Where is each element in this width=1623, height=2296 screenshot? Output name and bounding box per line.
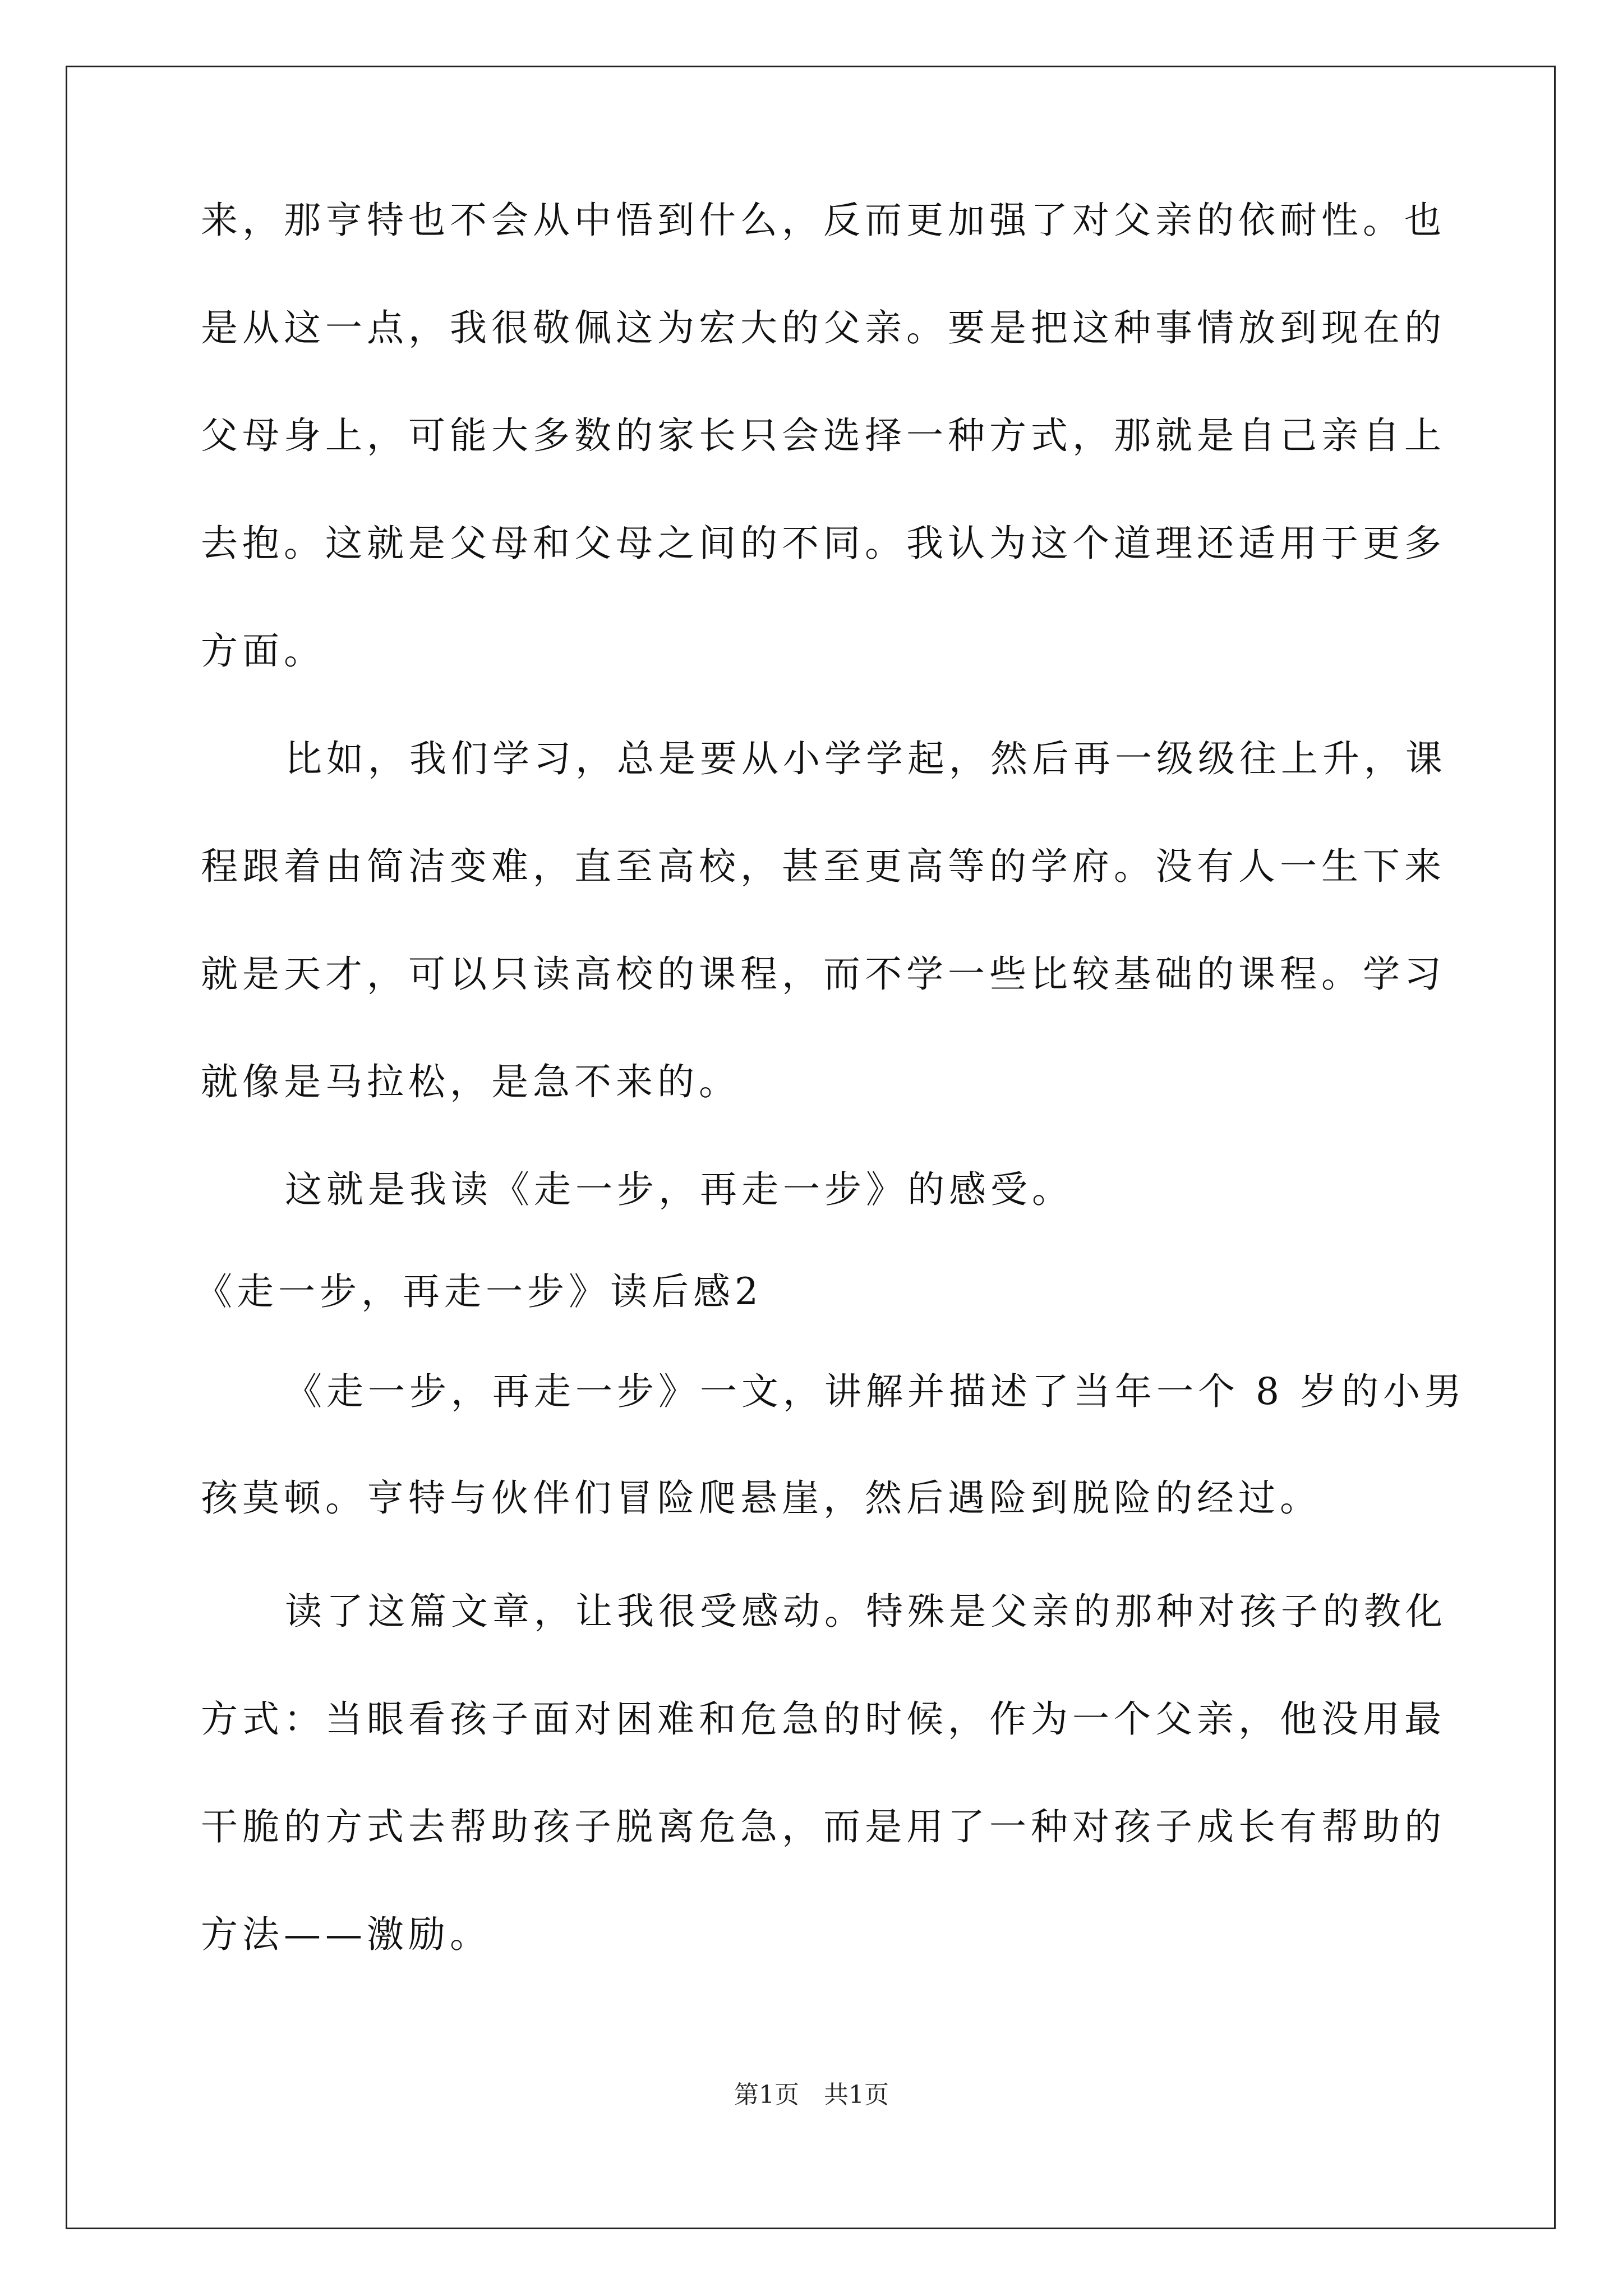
body-line: 就是天才，可以只读高校的课程，而不学一些比较基础的课程。学习	[201, 953, 1446, 996]
body-line: 这就是我读《走一步，再走一步》的感受。	[285, 1168, 1073, 1211]
body-line: 方法——激励。	[201, 1913, 491, 1956]
body-line: 是从这一点，我很敬佩这为宏大的父亲。要是把这种事情放到现在的	[201, 306, 1446, 349]
body-line: 方面。	[201, 629, 325, 673]
page-number-footer: 第1页 共1页	[734, 2081, 889, 2109]
body-line: 孩莫顿。亨特与伙伴们冒险爬悬崖，然后遇险到脱险的经过。	[201, 1476, 1321, 1520]
body-line: 《走一步，再走一步》一文，讲解并描述了当年一个 8 岁的小男	[285, 1370, 1466, 1413]
page-border	[66, 66, 1556, 2229]
body-line: 读了这篇文章，让我很受感动。特殊是父亲的那种对孩子的教化	[285, 1590, 1447, 1633]
body-line: 方式：当眼看孩子面对困难和危急的时候，作为一个父亲，他没用最	[201, 1697, 1446, 1741]
body-line: 程跟着由简洁变难，直至高校，甚至更高等的学府。没有人一生下来	[201, 845, 1446, 888]
section-heading: 《走一步，再走一步》读后感2	[195, 1270, 763, 1313]
body-line: 去抱。这就是父母和父母之间的不同。我认为这个道理还适用于更多	[201, 522, 1446, 565]
body-line: 干脆的方式去帮助孩子脱离危急，而是用了一种对孩子成长有帮助的	[201, 1805, 1446, 1848]
body-line: 比如，我们学习，总是要从小学学起，然后再一级级往上升，课	[285, 737, 1447, 780]
body-line: 来，那亨特也不会从中悟到什么，反而更加强了对父亲的依耐性。也	[201, 199, 1446, 242]
body-line: 父母身上，可能大多数的家长只会选择一种方式，那就是自己亲自上	[201, 414, 1446, 457]
body-line: 就像是马拉松，是急不来的。	[201, 1060, 740, 1103]
